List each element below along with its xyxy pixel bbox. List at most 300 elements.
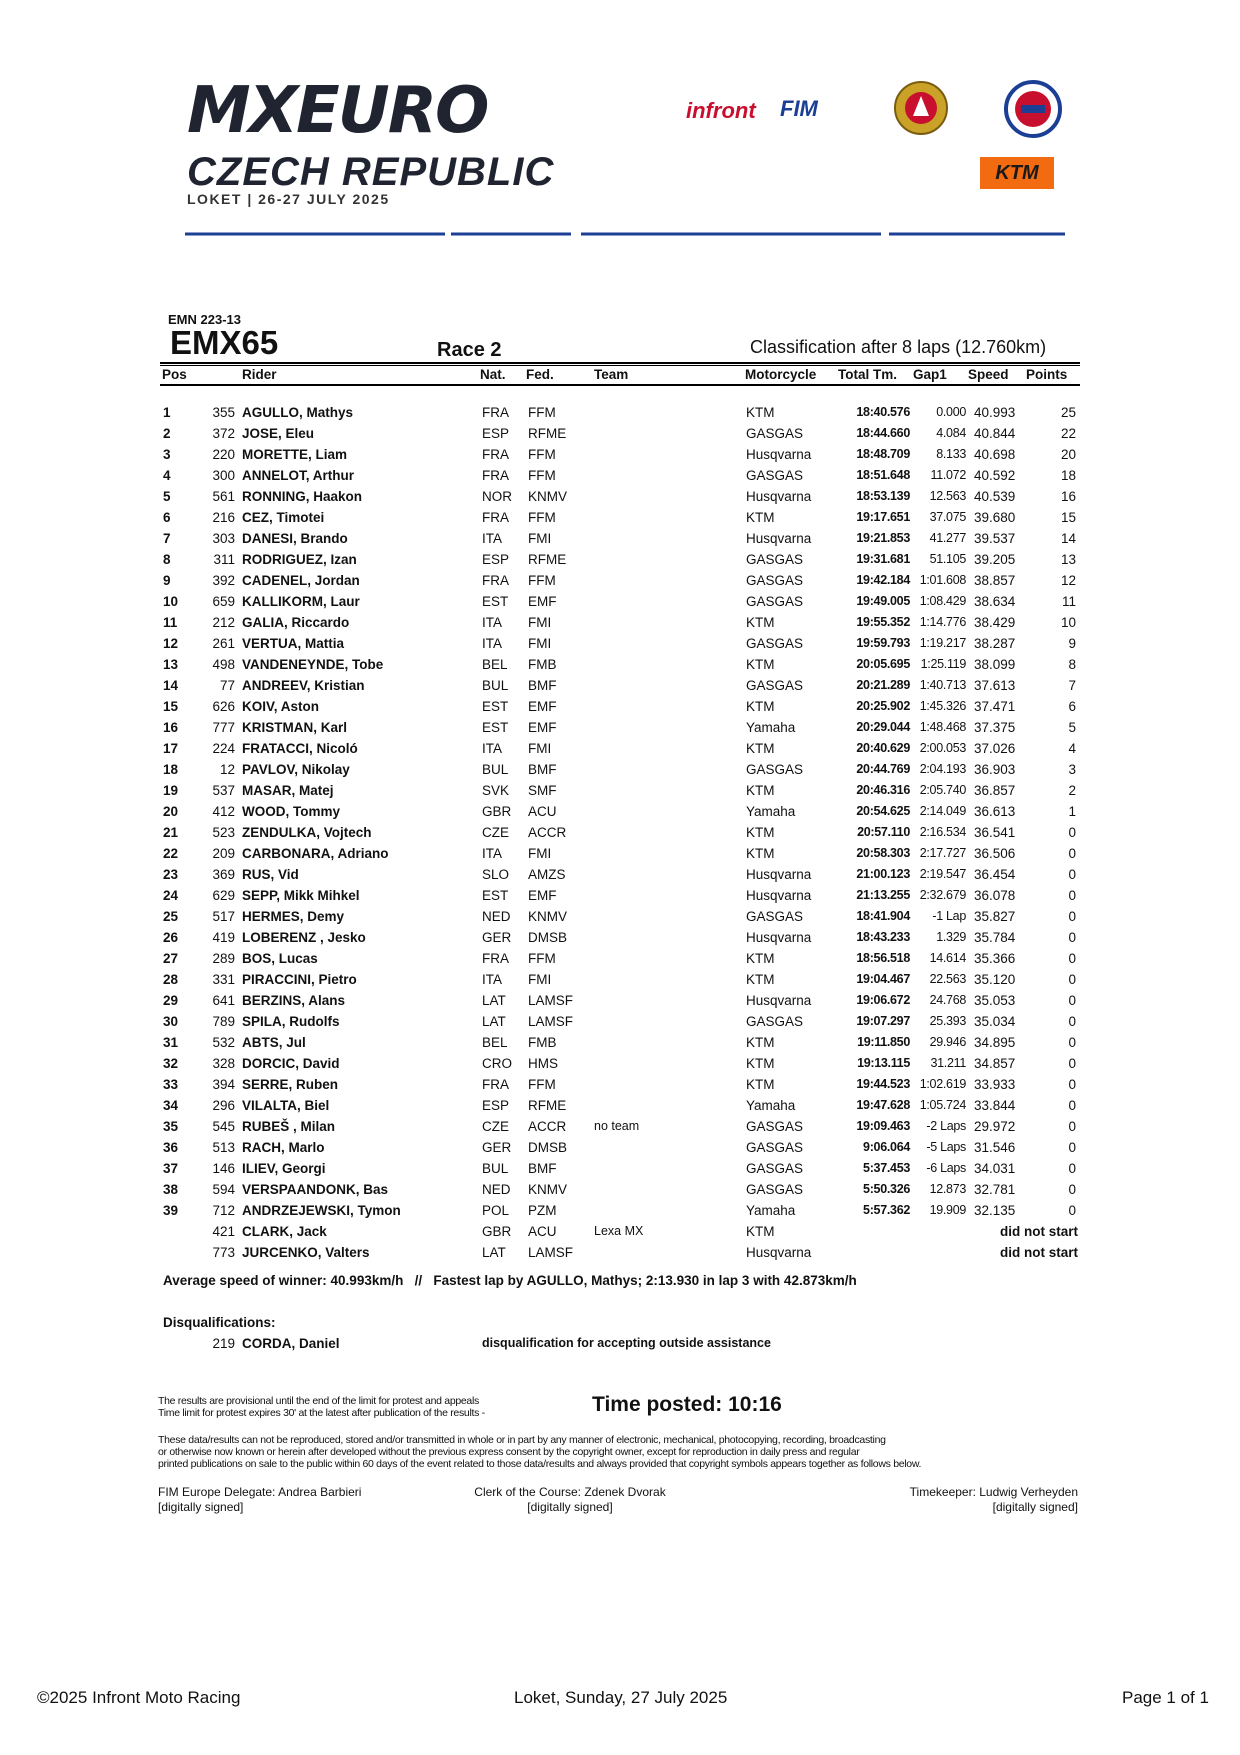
- col-header-team: Team: [594, 367, 629, 382]
- copyright-line: or otherwise now known or herein after developed without the previous express consent by the copyright owner, except for reproduction in daily press and regular: [158, 1446, 860, 1458]
- disqualifications-title: Disqualifications:: [163, 1315, 276, 1330]
- cell-rider-name: SPILA, Rudolfs: [242, 1014, 340, 1029]
- cell-speed: 38.099: [974, 657, 1016, 672]
- cell-federation: EMF: [528, 888, 557, 903]
- cell-gap: 1:19.217: [919, 636, 966, 650]
- cell-position: 23: [163, 867, 179, 882]
- cell-points: 8: [1068, 657, 1076, 672]
- infront-logo: infront: [686, 98, 756, 123]
- cell-rider-number: 300: [212, 468, 235, 483]
- cell-rider-number: 532: [212, 1035, 235, 1050]
- cell-rider-number: 392: [212, 573, 235, 588]
- cell-rider-number: 328: [212, 1056, 235, 1071]
- cell-rider-name: KALLIKORM, Laur: [242, 594, 360, 609]
- cell-motorcycle: GASGAS: [746, 678, 804, 693]
- cell-rider-number: 369: [212, 867, 235, 882]
- clerk-name: Clerk of the Course: Zdenek Dvorak: [474, 1485, 666, 1499]
- cell-speed: 39.205: [974, 552, 1016, 567]
- cell-rider-number: 641: [212, 993, 235, 1008]
- table-row: [0, 573, 1240, 594]
- cell-position: 32: [163, 1056, 179, 1071]
- table-row: [0, 678, 1240, 699]
- cell-speed: 39.680: [974, 510, 1016, 525]
- rule-line: [160, 365, 1080, 366]
- cell-nationality: FRA: [482, 447, 509, 462]
- cell-rider-name: SERRE, Ruben: [242, 1077, 339, 1092]
- cell-motorcycle: KTM: [746, 1035, 775, 1050]
- cell-gap: 1:14.776: [919, 615, 966, 629]
- cell-points: 15: [1060, 510, 1076, 525]
- cell-nationality: NOR: [482, 489, 512, 504]
- cell-motorcycle: GASGAS: [746, 594, 804, 609]
- cell-rider-number: 296: [212, 1098, 235, 1113]
- table-row: [0, 426, 1240, 447]
- cell-federation: BMF: [528, 678, 557, 693]
- cell-gap: 1:05.724: [919, 1098, 966, 1112]
- cell-speed: 40.592: [974, 468, 1016, 483]
- table-row: [0, 804, 1240, 825]
- cell-rider-number: 773: [212, 1245, 235, 1260]
- cell-position: 19: [163, 783, 179, 798]
- cell-nationality: FRA: [482, 468, 509, 483]
- cell-position: 30: [163, 1014, 179, 1029]
- cell-position: 22: [163, 846, 179, 861]
- cell-total-time: 21:00.123: [856, 867, 910, 881]
- table-row: [0, 741, 1240, 762]
- cell-rider-name: VERTUA, Mattia: [242, 636, 345, 651]
- cell-federation: FMI: [528, 636, 552, 651]
- cell-nationality: EST: [482, 699, 509, 714]
- table-row: [0, 510, 1240, 531]
- cell-speed: 36.078: [974, 888, 1016, 903]
- cell-nationality: BUL: [482, 678, 509, 693]
- cell-position: 6: [163, 510, 171, 525]
- cell-position: 12: [163, 636, 179, 651]
- table-row: [0, 489, 1240, 510]
- cell-speed: 40.844: [974, 426, 1016, 441]
- cell-federation: ACCR: [528, 1119, 567, 1134]
- cell-points: 0: [1068, 1077, 1076, 1092]
- cell-rider-number: 537: [212, 783, 235, 798]
- cell-gap: 1:45.326: [919, 699, 966, 713]
- cell-total-time: 20:25.902: [856, 699, 910, 713]
- col-header-points: Points: [1026, 367, 1068, 382]
- cell-nationality: SVK: [482, 783, 510, 798]
- cell-total-time: 19:09.463: [856, 1119, 910, 1133]
- cell-position: 20: [163, 804, 179, 819]
- cell-rider-name: CLARK, Jack: [242, 1224, 327, 1239]
- cell-motorcycle: KTM: [746, 615, 775, 630]
- cell-total-time: 18:40.576: [856, 405, 910, 419]
- table-row: [0, 972, 1240, 993]
- cell-federation: FFM: [528, 405, 556, 420]
- cell-gap: 2:17.727: [919, 846, 966, 860]
- cell-nationality: ESP: [482, 1098, 510, 1113]
- cell-gap: 51.105: [929, 552, 966, 566]
- cell-points: 0: [1068, 1182, 1076, 1197]
- cell-position: 26: [163, 930, 179, 945]
- cell-total-time: 19:47.628: [856, 1098, 910, 1112]
- cell-federation: RFME: [528, 1098, 567, 1113]
- table-row: [0, 468, 1240, 489]
- cell-points: 0: [1068, 1056, 1076, 1071]
- cell-federation: EMF: [528, 720, 557, 735]
- cell-nationality: ITA: [482, 846, 502, 861]
- cell-total-time: 20:40.629: [856, 741, 910, 755]
- cell-total-time: 19:44.523: [856, 1077, 910, 1091]
- cell-points: 0: [1068, 993, 1076, 1008]
- cell-speed: 37.613: [974, 678, 1016, 693]
- cell-position: 8: [163, 552, 171, 567]
- cell-gap: 2:32.679: [919, 888, 966, 902]
- cell-position: 25: [163, 909, 179, 924]
- cell-position: 16: [163, 720, 179, 735]
- cell-federation: FFM: [528, 951, 556, 966]
- cell-federation: EMF: [528, 699, 557, 714]
- table-row: [0, 657, 1240, 678]
- cell-rider-number: 311: [213, 552, 235, 567]
- cell-position: 29: [163, 993, 179, 1008]
- cell-federation: HMS: [528, 1056, 558, 1071]
- cell-nationality: LAT: [482, 993, 506, 1008]
- cell-gap: 22.563: [929, 972, 966, 986]
- cell-rider-name: PAVLOV, Nikolay: [242, 762, 350, 777]
- cell-gap: 1:48.468: [919, 720, 966, 734]
- cell-nationality: CRO: [482, 1056, 512, 1071]
- cell-motorcycle: Yamaha: [746, 804, 796, 819]
- cell-points: 20: [1060, 447, 1076, 462]
- cell-points: 0: [1068, 951, 1076, 966]
- cell-points: 16: [1060, 489, 1076, 504]
- cell-federation: FFM: [528, 468, 556, 483]
- cell-rider-name: RONNING, Haakon: [242, 489, 363, 504]
- table-row: [0, 1203, 1240, 1224]
- cell-speed: 40.993: [974, 405, 1016, 420]
- cell-motorcycle: Yamaha: [746, 1203, 796, 1218]
- cell-total-time: 20:57.110: [857, 825, 910, 839]
- cell-rider-name: JURCENKO, Valters: [242, 1245, 370, 1260]
- cell-speed: 35.784: [974, 930, 1016, 945]
- cell-position: 39: [163, 1203, 179, 1218]
- cell-points: 3: [1068, 762, 1076, 777]
- cell-speed: 40.698: [974, 447, 1016, 462]
- cell-motorcycle: KTM: [746, 405, 775, 420]
- cell-nationality: FRA: [482, 573, 509, 588]
- cell-nationality: FRA: [482, 405, 509, 420]
- cell-nationality: NED: [482, 909, 511, 924]
- cell-total-time: 18:41.904: [856, 909, 910, 923]
- cell-speed: 39.537: [974, 531, 1016, 546]
- cell-rider-name: CARBONARA, Adriano: [242, 846, 389, 861]
- cell-total-time: 21:13.255: [856, 888, 910, 902]
- cell-federation: DMSB: [528, 930, 568, 945]
- cell-position: 18: [163, 762, 179, 777]
- cell-gap: -5 Laps: [926, 1140, 966, 1154]
- cell-nationality: GER: [482, 1140, 512, 1155]
- cell-points: 0: [1068, 1140, 1076, 1155]
- cell-points: 13: [1060, 552, 1076, 567]
- cell-rider-name: DANESI, Brando: [242, 531, 348, 546]
- cell-rider-name: VERSPAANDONK, Bas: [242, 1182, 389, 1197]
- timekeeper-name: Timekeeper: Ludwig Verheyden: [909, 1485, 1078, 1499]
- cell-motorcycle: Husqvarna: [746, 993, 812, 1008]
- cell-federation: FFM: [528, 447, 556, 462]
- cell-gap: -6 Laps: [926, 1161, 966, 1175]
- cell-position: 24: [163, 888, 179, 903]
- cell-rider-name: AGULLO, Mathys: [242, 405, 354, 420]
- cell-rider-number: 212: [212, 615, 235, 630]
- footer-copyright: ©2025 Infront Moto Racing: [37, 1688, 241, 1707]
- cell-federation: RFME: [528, 552, 567, 567]
- cell-motorcycle: GASGAS: [746, 909, 804, 924]
- cell-federation: AMZS: [528, 867, 566, 882]
- cell-points: 0: [1068, 1014, 1076, 1029]
- cell-rider-number: 12: [219, 762, 235, 777]
- cell-rider-name: ILIEV, Georgi: [242, 1161, 326, 1176]
- table-row: [0, 846, 1240, 867]
- cell-motorcycle: Husqvarna: [746, 888, 812, 903]
- cell-motorcycle: Yamaha: [746, 720, 796, 735]
- table-row: [0, 930, 1240, 951]
- cell-position: 38: [163, 1182, 179, 1197]
- cell-nationality: LAT: [482, 1014, 506, 1029]
- cell-rider-number: 77: [219, 678, 235, 693]
- cell-gap: 41.277: [929, 531, 966, 545]
- cell-rider-name: ABTS, Jul: [242, 1035, 306, 1050]
- cell-rider-number: 513: [212, 1140, 235, 1155]
- cell-nationality: POL: [482, 1203, 510, 1218]
- cell-total-time: 18:53.139: [856, 489, 910, 503]
- col-header-motorcycle: Motorcycle: [745, 367, 817, 382]
- cell-rider-name: KRISTMAN, Karl: [242, 720, 348, 735]
- table-row: [0, 1077, 1240, 1098]
- cell-gap: 8.133: [936, 447, 966, 461]
- cell-gap: 2:16.534: [919, 825, 966, 839]
- cell-total-time: 19:17.651: [856, 510, 910, 524]
- cell-rider-number: 626: [212, 699, 235, 714]
- cell-motorcycle: KTM: [746, 1224, 775, 1239]
- cell-nationality: NED: [482, 1182, 511, 1197]
- cell-motorcycle: KTM: [746, 741, 775, 756]
- cell-rider-number: 517: [212, 909, 235, 924]
- cell-total-time: 20:44.769: [856, 762, 910, 776]
- cell-motorcycle: GASGAS: [746, 573, 804, 588]
- cell-points: 1: [1068, 804, 1076, 819]
- col-header-total-time: Total Tm.: [838, 367, 897, 382]
- cell-total-time: 20:54.625: [856, 804, 910, 818]
- race-summary: Average speed of winner: 40.993km/h // Fastest lap by AGULLO, Mathys; 2:13.930 in lap 3 with 42.873km/h: [163, 1273, 857, 1288]
- cell-federation: FMI: [528, 846, 552, 861]
- cell-points: 0: [1068, 909, 1076, 924]
- cell-nationality: FRA: [482, 1077, 509, 1092]
- cell-points: 0: [1068, 1203, 1076, 1218]
- table-row: [0, 1056, 1240, 1077]
- cell-rider-name: KOIV, Aston: [242, 699, 320, 714]
- cell-nationality: ITA: [482, 972, 502, 987]
- col-header-gap: Gap1: [913, 367, 947, 382]
- cell-total-time: 20:46.316: [856, 783, 910, 797]
- club-badge-icon: [1004, 80, 1062, 138]
- table-row: [0, 594, 1240, 615]
- cell-position: 5: [163, 489, 171, 504]
- cell-rider-number: 421: [212, 1224, 235, 1239]
- cell-gap: 31.211: [930, 1056, 966, 1070]
- cell-federation: FMB: [528, 1035, 557, 1050]
- cell-motorcycle: GASGAS: [746, 426, 804, 441]
- table-row-dns: [0, 1224, 1240, 1245]
- table-row: [0, 1035, 1240, 1056]
- cell-rider-number: 146: [212, 1161, 235, 1176]
- cell-motorcycle: KTM: [746, 657, 775, 672]
- table-row: [0, 909, 1240, 930]
- cell-motorcycle: KTM: [746, 951, 775, 966]
- dq-rider-name: CORDA, Daniel: [242, 1336, 340, 1351]
- cell-gap: 0.000: [936, 405, 966, 419]
- provisional-line: Time limit for protest expires 30' at the latest after publication of the results -: [158, 1407, 485, 1419]
- cell-rider-name: SEPP, Mikk Mihkel: [242, 888, 360, 903]
- class-name: EMX65: [170, 324, 279, 361]
- cell-rider-name: BOS, Lucas: [242, 951, 318, 966]
- cell-position: 7: [163, 531, 171, 546]
- svg-text:MXEURO: MXEURO: [187, 80, 488, 140]
- cell-rider-name: CADENEL, Jordan: [242, 573, 360, 588]
- cell-rider-name: ANDREEV, Kristian: [242, 678, 365, 693]
- cell-federation: PZM: [528, 1203, 557, 1218]
- cell-federation: LAMSF: [528, 1014, 574, 1029]
- results-table: [0, 405, 1240, 1266]
- table-row: [0, 951, 1240, 972]
- dq-reason: disqualification for accepting outside assistance: [482, 1336, 771, 1350]
- cell-total-time: 19:42.184: [856, 573, 910, 587]
- cell-federation: KNMV: [528, 909, 568, 924]
- cell-total-time: 18:56.518: [856, 951, 910, 965]
- cell-gap: -1 Lap: [932, 909, 966, 923]
- cell-rider-name: LOBERENZ , Jesko: [242, 930, 366, 945]
- cell-rider-number: 261: [212, 636, 235, 651]
- table-row: [0, 447, 1240, 468]
- cell-points: 0: [1068, 930, 1076, 945]
- cell-motorcycle: Husqvarna: [746, 1245, 812, 1260]
- cell-speed: 36.541: [974, 825, 1016, 840]
- cell-federation: RFME: [528, 426, 567, 441]
- table-row: [0, 993, 1240, 1014]
- cell-speed: 37.471: [974, 699, 1016, 714]
- cell-position: 15: [163, 699, 179, 714]
- cell-total-time: 19:07.297: [856, 1014, 910, 1028]
- cell-motorcycle: GASGAS: [746, 636, 804, 651]
- table-row: [0, 1140, 1240, 1161]
- cell-position: 9: [163, 573, 171, 588]
- cell-motorcycle: Husqvarna: [746, 531, 812, 546]
- cell-status: did not start: [1000, 1245, 1078, 1260]
- cell-motorcycle: KTM: [746, 1077, 775, 1092]
- cell-rider-name: WOOD, Tommy: [242, 804, 341, 819]
- table-row: [0, 1161, 1240, 1182]
- rule-line: [160, 362, 1080, 364]
- cell-motorcycle: Husqvarna: [746, 867, 812, 882]
- table-row: [0, 405, 1240, 426]
- rule-line: [160, 384, 1080, 386]
- cell-speed: 35.366: [974, 951, 1016, 966]
- cell-rider-number: 216: [212, 510, 235, 525]
- cell-gap: 11.072: [930, 468, 966, 482]
- ktm-logo: KTM: [980, 157, 1054, 189]
- cell-position: 14: [163, 678, 179, 693]
- cell-rider-number: 419: [212, 930, 235, 945]
- cell-federation: KNMV: [528, 489, 568, 504]
- cell-gap: 1:01.608: [919, 573, 966, 587]
- cell-motorcycle: KTM: [746, 510, 775, 525]
- cell-position: 2: [163, 426, 171, 441]
- cell-position: 1: [163, 405, 171, 420]
- cell-points: 0: [1068, 825, 1076, 840]
- cell-rider-number: 289: [212, 951, 235, 966]
- cell-total-time: 19:49.005: [856, 594, 910, 608]
- mxeuro-logo: [187, 80, 507, 140]
- header-divider: [185, 231, 1065, 237]
- cell-federation: DMSB: [528, 1140, 568, 1155]
- cell-nationality: BEL: [482, 1035, 508, 1050]
- cell-position: 35: [163, 1119, 179, 1134]
- cell-rider-name: ANNELOT, Arthur: [242, 468, 354, 483]
- cell-points: 25: [1060, 405, 1076, 420]
- cell-motorcycle: GASGAS: [746, 1119, 804, 1134]
- cell-nationality: EST: [482, 888, 509, 903]
- cell-speed: 35.034: [974, 1014, 1016, 1029]
- cell-rider-name: HERMES, Demy: [242, 909, 345, 924]
- table-row: [0, 699, 1240, 720]
- classification-title: Classification after 8 laps (12.760km): [750, 337, 1047, 357]
- cell-motorcycle: KTM: [746, 972, 775, 987]
- cell-total-time: 18:44.660: [856, 426, 910, 440]
- cell-nationality: BUL: [482, 762, 509, 777]
- cell-nationality: EST: [482, 720, 509, 735]
- cell-rider-number: 355: [212, 405, 235, 420]
- col-header-pos: Pos: [162, 367, 187, 382]
- cell-speed: 33.844: [974, 1098, 1016, 1113]
- cell-speed: 31.546: [974, 1140, 1016, 1155]
- cell-federation: FFM: [528, 1077, 556, 1092]
- cell-nationality: ITA: [482, 741, 502, 756]
- cell-total-time: 18:48.709: [856, 447, 910, 461]
- cell-total-time: 18:43.233: [856, 930, 910, 944]
- cell-speed: 35.827: [974, 909, 1016, 924]
- cell-motorcycle: KTM: [746, 825, 775, 840]
- cell-rider-name: RACH, Marlo: [242, 1140, 325, 1155]
- cell-speed: 38.429: [974, 615, 1016, 630]
- cell-rider-name: ZENDULKA, Vojtech: [242, 825, 372, 840]
- cell-gap: 19.909: [929, 1203, 966, 1217]
- cell-rider-name: PIRACCINI, Pietro: [242, 972, 357, 987]
- cell-rider-name: RUBEŠ , Milan: [242, 1119, 336, 1134]
- cell-motorcycle: GASGAS: [746, 552, 804, 567]
- dq-rider-number: 219: [212, 1336, 235, 1351]
- table-row: [0, 783, 1240, 804]
- table-row: [0, 1182, 1240, 1203]
- cell-status: did not start: [1000, 1224, 1078, 1239]
- col-header-fed: Fed.: [526, 367, 554, 382]
- cell-rider-number: 561: [212, 489, 235, 504]
- cell-speed: 37.375: [974, 720, 1016, 735]
- table-row: [0, 867, 1240, 888]
- cell-motorcycle: GASGAS: [746, 762, 804, 777]
- cell-nationality: GER: [482, 930, 512, 945]
- cell-motorcycle: KTM: [746, 846, 775, 861]
- cell-federation: FFM: [528, 573, 556, 588]
- cell-points: 5: [1068, 720, 1076, 735]
- table-row: [0, 552, 1240, 573]
- cell-rider-number: 209: [212, 846, 235, 861]
